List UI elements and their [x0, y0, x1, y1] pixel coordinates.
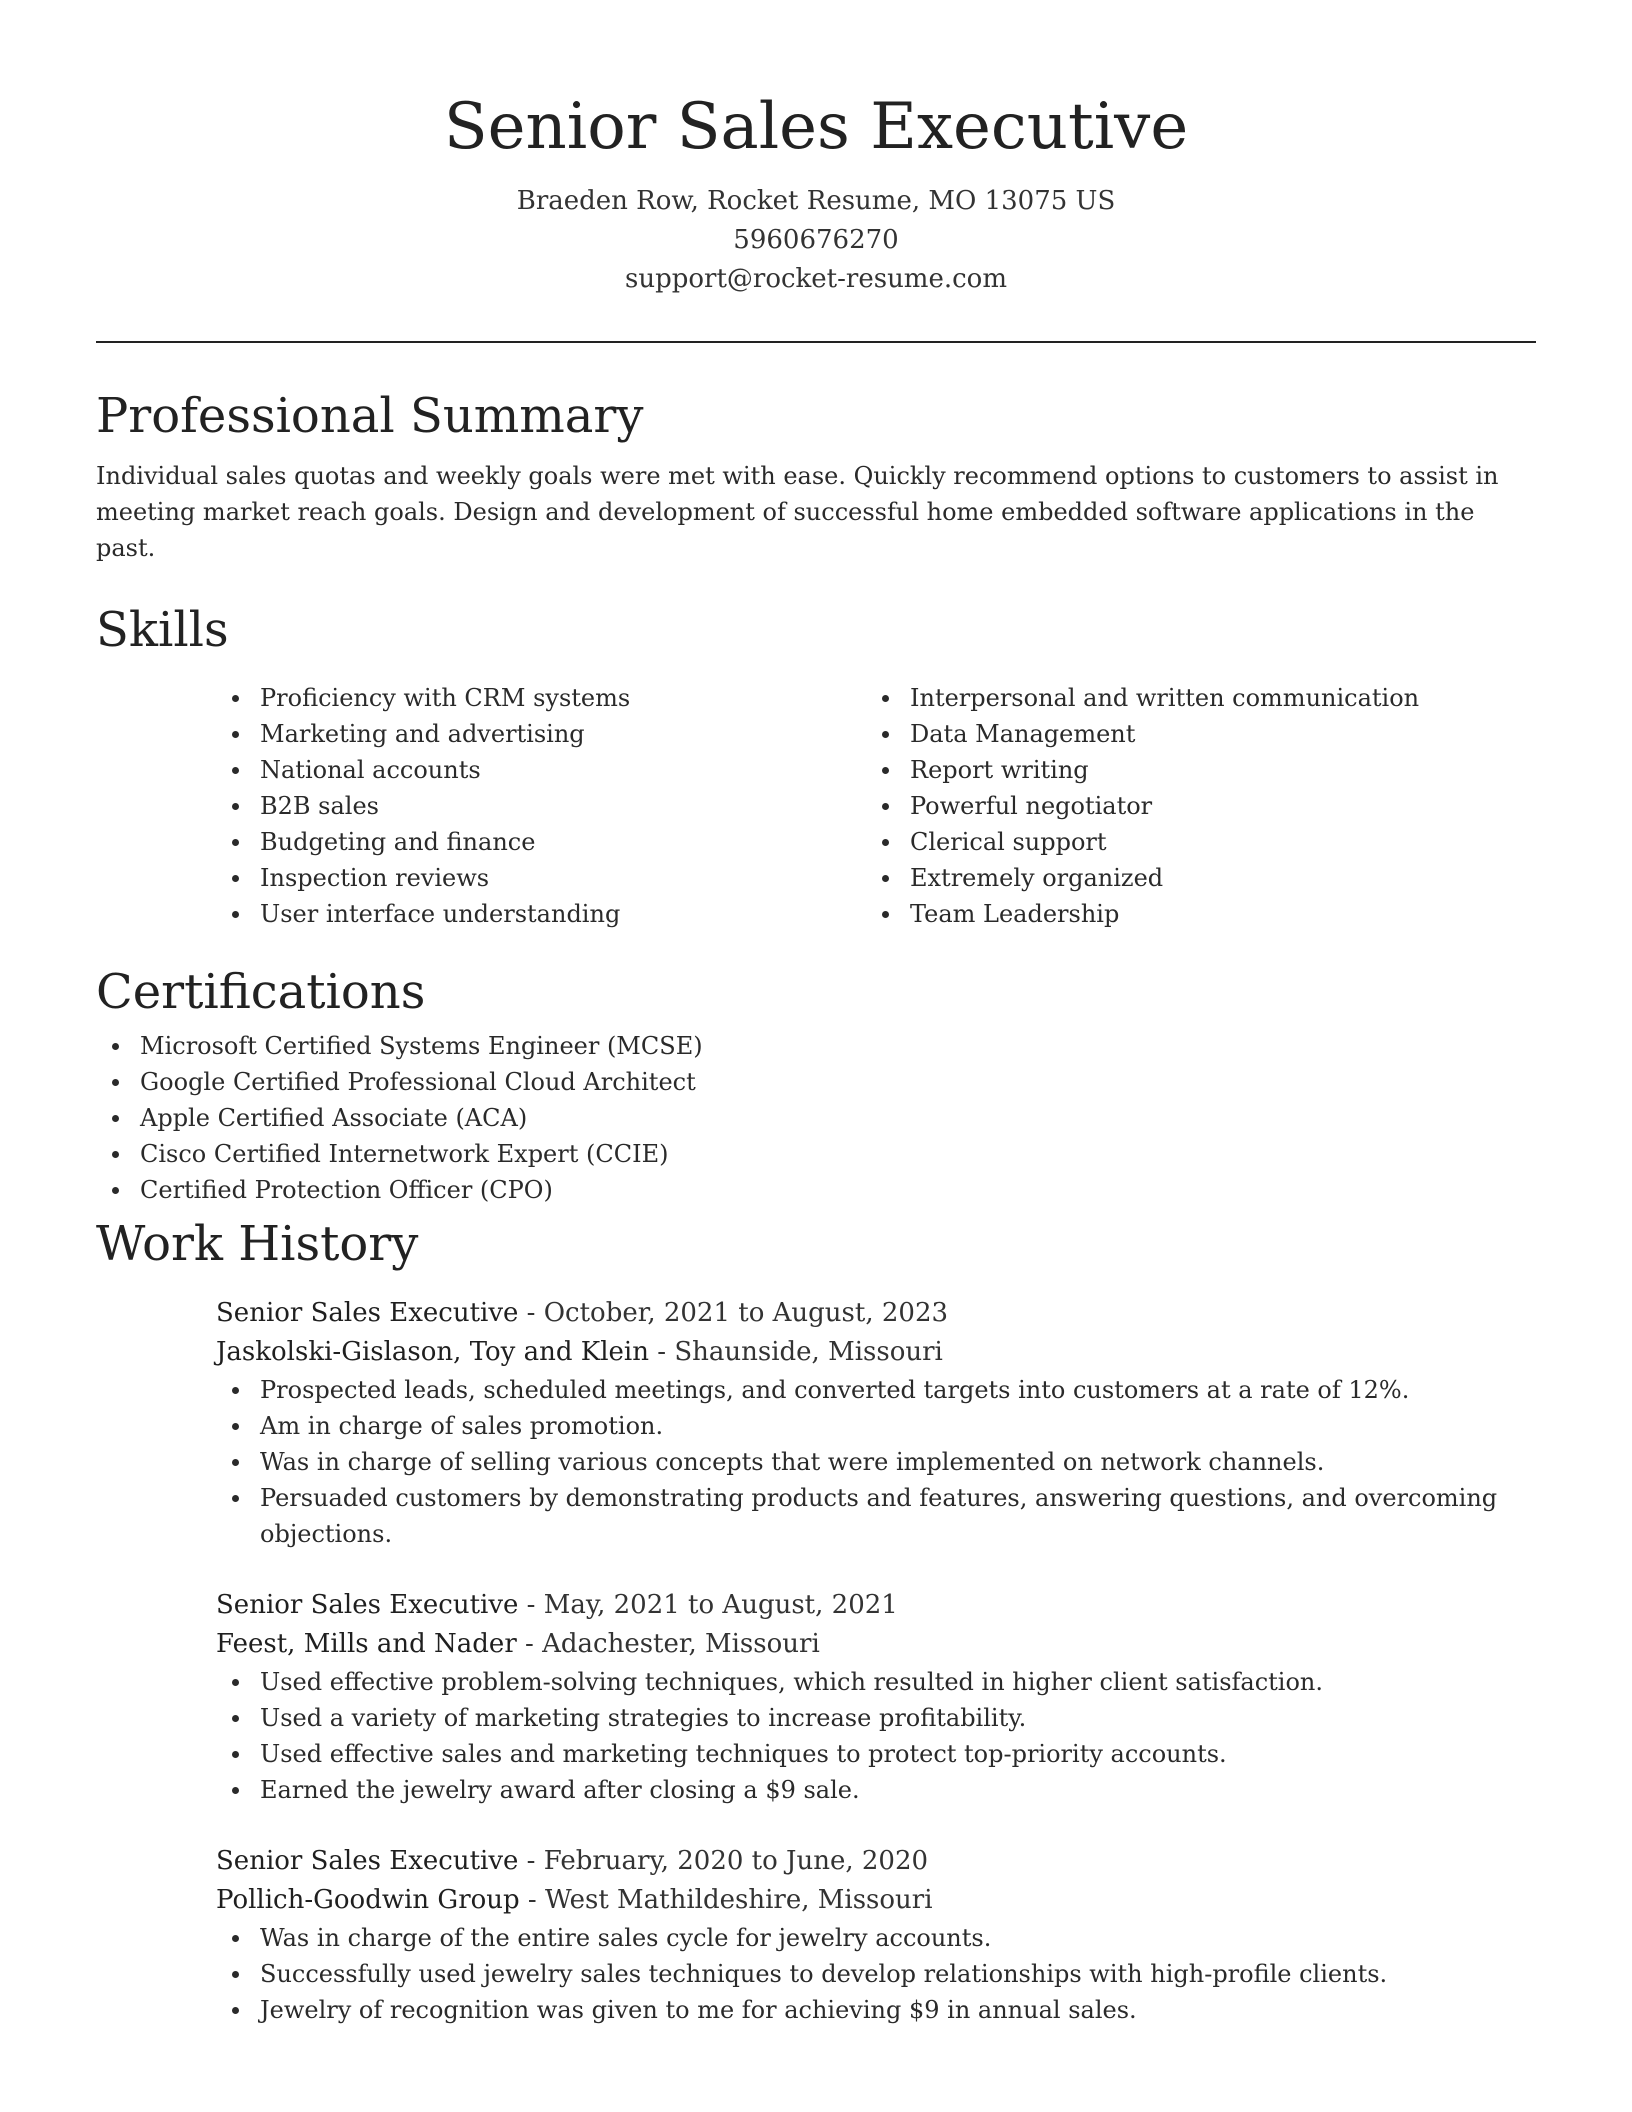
job-location: Adachester, Missouri: [542, 1629, 820, 1659]
certifications-heading: Certifications: [96, 964, 426, 1020]
job-dates: February, 2020 to June, 2020: [543, 1846, 929, 1876]
list-item: Report writing: [866, 752, 1516, 788]
job-role: Senior Sales Executive: [216, 1846, 519, 1876]
job-bullets: [216, 1920, 1536, 2028]
summary-section: [96, 380, 1536, 566]
list-item: Used a variety of marketing strategies to increase profitability.: [216, 1700, 1536, 1736]
certifications-section: [96, 956, 1536, 1208]
list-item: Budgeting and finance: [216, 824, 866, 860]
skills-column-right: [866, 680, 1516, 932]
list-item: Apple Certified Associate (ACA): [96, 1100, 1536, 1136]
skills-list-left: [216, 680, 866, 932]
list-item: User interface understanding: [216, 896, 866, 932]
list-item: Team Leadership: [866, 896, 1516, 932]
list-item: Interpersonal and written communication: [866, 680, 1516, 716]
list-item: B2B sales: [216, 788, 866, 824]
list-item: Cisco Certified Internetwork Expert (CCIE): [96, 1136, 1536, 1172]
skills-column-left: [216, 680, 866, 932]
job-role: Senior Sales Executive: [216, 1590, 519, 1620]
list-item: National accounts: [216, 752, 866, 788]
summary-text: Individual sales quotas and weekly goals were met with ease. Quickly recommend options to customers to assist in meeting market reach goals. Design and development of successful home embedded software applications in the past.: [96, 462, 1499, 562]
job-entry: [216, 1294, 1536, 1552]
job-company-line: Feest, Mills and Nader - Adachester, Missouri: [216, 1629, 820, 1659]
resume-content: [96, 380, 1536, 2062]
list-item: Am in charge of sales promotion.: [216, 1408, 1536, 1444]
list-item: Proficiency with CRM systems: [216, 680, 866, 716]
skills-heading: Skills: [96, 602, 229, 658]
job-title-line: Senior Sales Executive - October, 2021 to August, 2023: [216, 1298, 949, 1328]
list-item: Persuaded customers by demonstrating products and features, answering questions, and overcoming objections.: [216, 1480, 1536, 1552]
header-divider: [96, 341, 1536, 343]
job-dates: May, 2021 to August, 2021: [543, 1590, 898, 1620]
list-item: Certified Protection Officer (CPO): [96, 1172, 1536, 1208]
job-entry: [216, 1842, 1536, 2028]
job-company: Pollich-Goodwin Group: [216, 1885, 520, 1915]
job-company: Jaskolski-Gislason, Toy and Klein: [216, 1337, 649, 1367]
job-company: Feest, Mills and Nader: [216, 1629, 517, 1659]
job-dates: October, 2021 to August, 2023: [543, 1298, 949, 1328]
list-item: Marketing and advertising: [216, 716, 866, 752]
work-history-section: [96, 1208, 1536, 2028]
job-title-line: Senior Sales Executive - May, 2021 to August, 2021: [216, 1590, 898, 1620]
list-item: Microsoft Certified Systems Engineer (MCSE): [96, 1028, 1536, 1064]
contact-phone: 5960676270: [733, 225, 899, 255]
job-role: Senior Sales Executive: [216, 1298, 519, 1328]
resume-header: [96, 82, 1536, 299]
job-company-line: Pollich-Goodwin Group - West Mathildeshire, Missouri: [216, 1885, 933, 1915]
contact-address: Braeden Row, Rocket Resume, MO 13075 US: [516, 186, 1116, 216]
list-item: Google Certified Professional Cloud Architect: [96, 1064, 1536, 1100]
list-item: Successfully used jewelry sales techniques to develop relationships with high-profile clients.: [216, 1956, 1536, 1992]
job-location: West Mathildeshire, Missouri: [545, 1885, 933, 1915]
job-company-line: Jaskolski-Gislason, Toy and Klein - Shaunside, Missouri: [216, 1337, 943, 1367]
list-item: Was in charge of the entire sales cycle for jewelry accounts.: [216, 1920, 1536, 1956]
list-item: Earned the jewelry award after closing a $9 sale.: [216, 1772, 1536, 1808]
list-item: Was in charge of selling various concepts that were implemented on network channels.: [216, 1444, 1536, 1480]
list-item: Powerful negotiator: [866, 788, 1516, 824]
list-item: Extremely organized: [866, 860, 1516, 896]
contact-block: [96, 182, 1536, 299]
job-entry: [216, 1586, 1536, 1808]
skills-list-right: [866, 680, 1516, 932]
job-bullets: [216, 1664, 1536, 1808]
list-item: Inspection reviews: [216, 860, 866, 896]
work-history-heading: Work History: [96, 1216, 419, 1272]
list-item: Used effective problem-solving techniques, which resulted in higher client satisfaction.: [216, 1664, 1536, 1700]
list-item: Jewelry of recognition was given to me for achieving $9 in annual sales.: [216, 1992, 1536, 2028]
list-item: Data Management: [866, 716, 1516, 752]
contact-email[interactable]: support@rocket-resume.com: [624, 264, 1007, 294]
job-location: Shaunside, Missouri: [674, 1337, 943, 1367]
skills-section: [96, 594, 1536, 932]
summary-heading: Professional Summary: [96, 388, 644, 444]
page-title: Senior Sales Executive: [443, 90, 1189, 164]
list-item: Prospected leads, scheduled meetings, and converted targets into customers at a rate of 12%.: [216, 1372, 1536, 1408]
certifications-list: [96, 1028, 1536, 1208]
list-item: Clerical support: [866, 824, 1516, 860]
skills-grid: [216, 680, 1536, 932]
job-title-line: Senior Sales Executive - February, 2020 to June, 2020: [216, 1846, 929, 1876]
job-bullets: [216, 1372, 1536, 1552]
list-item: Used effective sales and marketing techniques to protect top-priority accounts.: [216, 1736, 1536, 1772]
